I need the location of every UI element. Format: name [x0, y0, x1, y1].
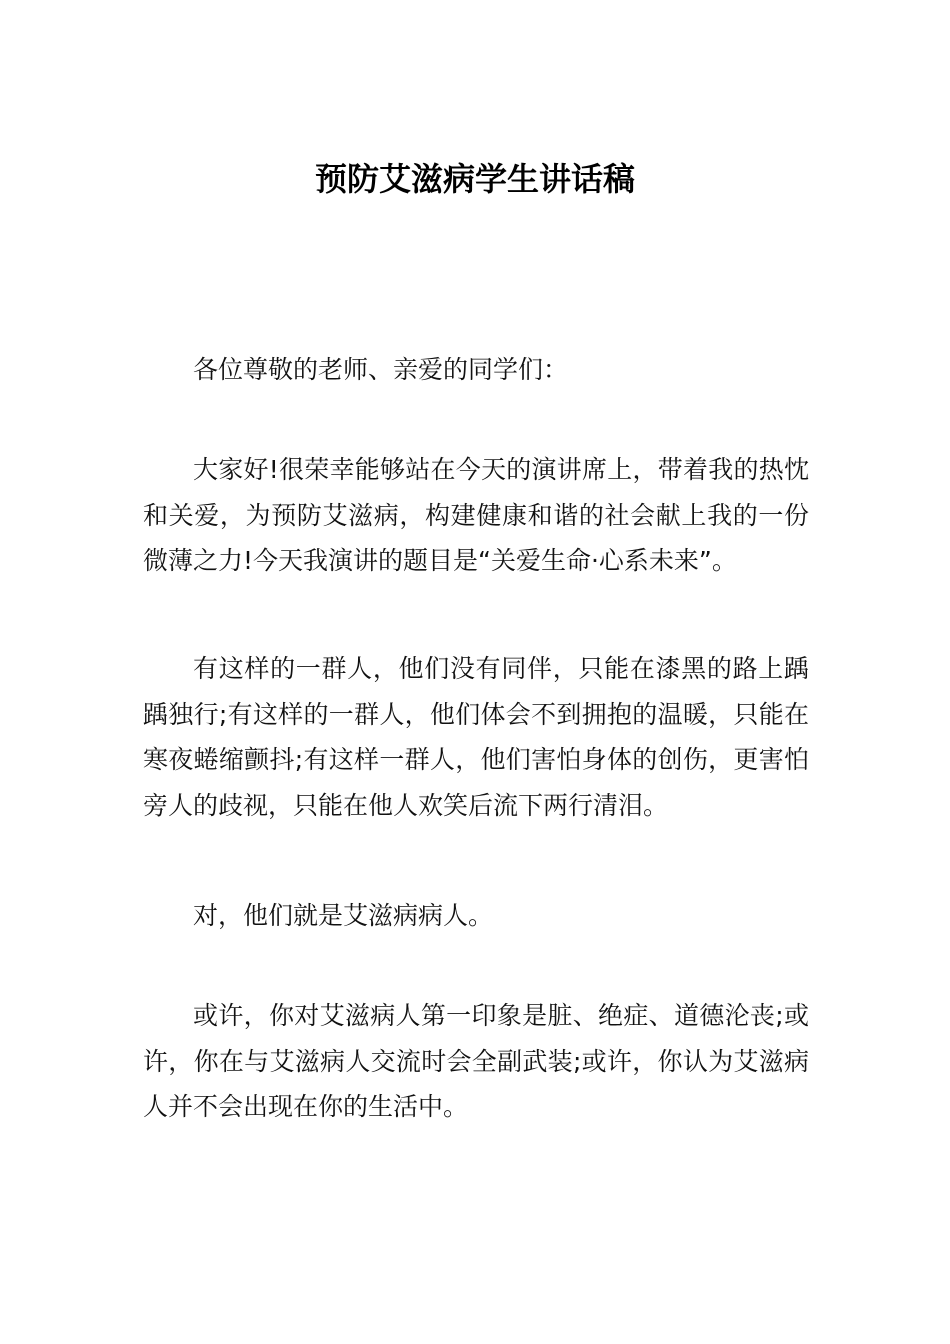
paragraph-description: 有这样的一群人，他们没有同伴，只能在漆黑的路上踽踽独行;有这样的一群人，他们体会不到拥抱的温暖，只能在寒夜蜷缩颤抖;有这样一群人，他们害怕身体的创伤，更害怕旁人的歧视，只能在他人欢笑后流下两行清泪。 — [143, 654, 809, 820]
paragraph-perhaps: 或许，你对艾滋病人第一印象是脏、绝症、道德沦丧;或许，你在与艾滋病人交流时会全副武装;或许，你认为艾滋病人并不会出现在你的生活中。 — [143, 1001, 809, 1122]
document-title: 预防艾滋病学生讲话稿 — [314, 160, 635, 198]
paragraph-introduction: 大家好!很荣幸能够站在今天的演讲席上，带着我的热忱和关爱，为预防艾滋病，构建健康和谐的社会献上我的一份微薄之力!今天我演讲的题目是“关爱生命·心系未来”。 — [143, 455, 809, 576]
paragraph-greeting: 各位尊敬的老师、亲爱的同学们： — [193, 355, 569, 384]
paragraph-answer: 对，他们就是艾滋病病人。 — [193, 901, 494, 930]
